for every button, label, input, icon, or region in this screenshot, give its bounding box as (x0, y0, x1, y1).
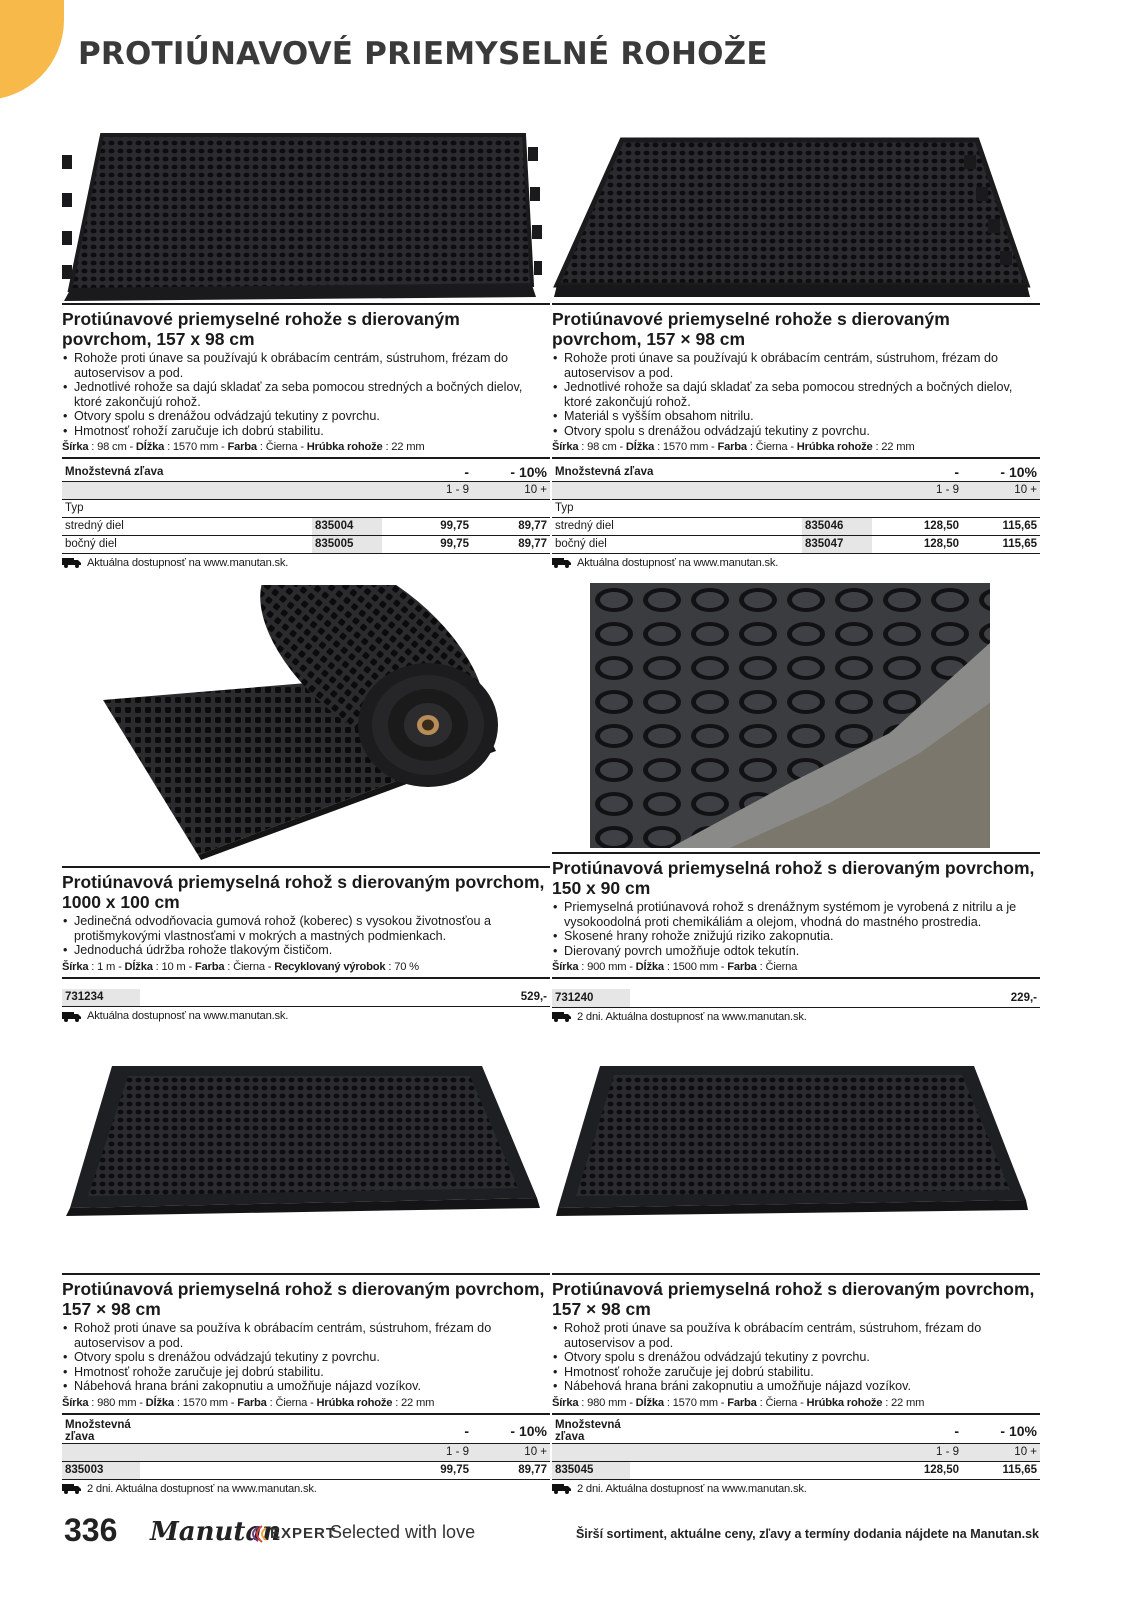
price-table: Množstevná zľava - - 10% 1 - 9 10 + Typ stredný diel 835004 99,75 89,77 bočný diel 835005 99,75 89,77 (62, 463, 550, 554)
price-table: Množstevná zľava - - 10% 1 - 9 10 + 835045 128,50 115,65 (552, 1419, 1040, 1480)
brand-expert: EXPERT (270, 1525, 337, 1542)
truck-icon (62, 1011, 82, 1022)
divider (62, 1273, 550, 1275)
spec-line: Šírka : 98 cm - Dĺžka : 1570 mm - Farba : Čierna - Hrúbka rohože : 22 mm (552, 440, 1040, 459)
discount-value: - 10% (962, 463, 1040, 481)
product-photo-mat-ramp-edge (62, 1060, 547, 1220)
product-card-3 (62, 866, 550, 1022)
brand-logo: Manutan (150, 1517, 282, 1547)
spec-line: Šírka : 900 mm - Dĺžka : 1500 mm - Farba : Čierna (552, 960, 1040, 979)
feature-list (62, 914, 550, 958)
product-photo-mat-nitrile (552, 125, 1040, 305)
availability-line: 2 dni. Aktuálna dostupnosť na www.manutan.sk. (62, 1483, 550, 1495)
feature-item: • Hmotnosť rohože zaručuje jej dobrú stabilitu. (552, 1365, 1040, 1380)
price-table: Množstevná zľava - - 10% 1 - 9 10 + Typ stredný diel 835046 128,50 115,65 bočný diel 835047 128,50 115,65 (552, 463, 1040, 554)
table-row: bočný diel 835047 128,50 115,65 (552, 535, 1040, 553)
product-title: Protiúnavové priemyselné rohože s dierovaným povrchom, 157 x 98 cm (62, 309, 460, 349)
truck-icon (552, 557, 572, 568)
feature-item: • Otvory spolu s drenážou odvádzajú tekutiny z povrchu. (552, 1350, 1040, 1365)
divider (552, 1273, 1040, 1275)
feature-item: • Otvory spolu s drenážou odvádzajú tekutiny z povrchu. (62, 409, 550, 424)
product-card-4 (552, 852, 1040, 1023)
table-row: stredný diel 835004 99,75 89,77 (62, 517, 550, 535)
price-table: Množstevná zľava - - 10% 1 - 9 10 + 835003 99,75 89,77 (62, 1419, 550, 1480)
feature-item: • Jednoduchá údržba rohože tlakovým čističom. (62, 943, 550, 958)
truck-icon (552, 1483, 572, 1494)
discount-label: Množstevná zľava (552, 1419, 630, 1444)
discount-value: - 10% (472, 1419, 550, 1444)
feature-list (552, 1321, 1040, 1394)
footer-note: Širší sortiment, aktuálne ceny, zľavy a termíny dodania nájdete na Manutan.sk (575, 1527, 1039, 1541)
availability-line: Aktuálna dostupnosť na www.manutan.sk. (62, 557, 550, 569)
availability-line: Aktuálna dostupnosť na www.manutan.sk. (552, 557, 1040, 569)
feature-item: • Rohože proti únave sa používajú k obrábacím centrám, sústruhom, frézam do autoservisov a pod. (62, 351, 550, 380)
feature-item: • Materiál s vyšším obsahom nitrilu. (552, 409, 1040, 424)
discount-value: - 10% (962, 1419, 1040, 1444)
page-number: 336 (64, 1512, 118, 1548)
feature-item: • Nábehová hrana bráni zakopnutiu a umožňuje nájazd vozíkov. (62, 1379, 550, 1394)
product-photo-mat-ramp-edge-nitrile (552, 1060, 1032, 1220)
product-card-1 (62, 303, 550, 569)
table-row: bočný diel 835005 99,75 89,77 (62, 535, 550, 553)
feature-list (62, 1321, 550, 1394)
discount-label: Množstevná zľava (62, 463, 312, 481)
table-row: 731240 229,- (552, 989, 1040, 1007)
price: 529,- (204, 989, 550, 1007)
spec-line: Šírka : 980 mm - Dĺžka : 1570 mm - Farba : Čierna - Hrúbka rohože : 22 mm (62, 1396, 550, 1415)
feature-item: • Hmotnosť rohože zaručuje jej dobrú stabilitu. (62, 1365, 550, 1380)
divider (62, 303, 550, 305)
table-row: 835003 99,75 89,77 (62, 1461, 550, 1479)
feature-list (552, 351, 1040, 438)
divider (552, 852, 1040, 854)
product-title: Protiúnavová priemyselná rohož s dierovaným povrchom, 157 × 98 cm (62, 1279, 545, 1319)
product-title: Protiúnavová priemyselná rohož s dierovaným povrchom, 150 x 90 cm (552, 858, 1035, 898)
product-card-6 (552, 1273, 1040, 1495)
feature-list (62, 351, 550, 438)
feature-item: • Skosené hrany rohože znižujú riziko zakopnutia. (552, 929, 1040, 944)
feature-item: • Dierovaný povrch umožňuje odtok tekutín. (552, 944, 1040, 959)
divider (62, 866, 550, 868)
product-card-5 (62, 1273, 550, 1495)
feature-item: • Jednotlivé rohože sa dajú skladať za seba pomocou stredných a bočných dielov, ktoré zakončujú rohož. (552, 380, 1040, 409)
spec-line: Šírka : 980 mm - Dĺžka : 1570 mm - Farba : Čierna - Hrúbka rohože : 22 mm (552, 1396, 1040, 1415)
spec-line: Šírka : 1 m - Dĺžka : 10 m - Farba : Čierna - Recyklovaný výrobok : 70 % (62, 960, 550, 979)
discount-value: - 10% (472, 463, 550, 481)
divider (552, 303, 1040, 305)
table-row: 731234 529,- (62, 989, 550, 1007)
corner-tab (0, 0, 64, 100)
discount-label: Množstevná zľava (62, 1419, 140, 1444)
product-title: Protiúnavová priemyselná rohož s dierovaným povrchom, 157 × 98 cm (552, 1279, 1035, 1319)
table-row: 835045 128,50 115,65 (552, 1461, 1040, 1479)
product-photo-mat-roll (103, 585, 498, 860)
truck-icon (62, 1483, 82, 1494)
table-row: stredný diel 835046 128,50 115,65 (552, 517, 1040, 535)
feature-item: • Rohože proti únave sa používajú k obrábacím centrám, sústruhom, frézam do autoservisov a pod. (552, 351, 1040, 380)
product-card-2 (552, 303, 1040, 569)
brand-swirl-icon (248, 1524, 268, 1544)
availability-line: 2 dni. Aktuálna dostupnosť na www.manutan.sk. (552, 1483, 1040, 1495)
feature-item: • Rohož proti únave sa používa k obrábacím centrám, sústruhom, frézam do autoservisov a pod. (552, 1321, 1040, 1350)
truck-icon (62, 557, 82, 568)
feature-item: • Rohož proti únave sa používa k obrábacím centrám, sústruhom, frézam do autoservisov a pod. (62, 1321, 550, 1350)
product-photo-mat-middle-piece (62, 115, 542, 305)
page-title: PROTIÚNAVOVÉ PRIEMYSELNÉ ROHOŽE (78, 36, 768, 72)
availability-line: 2 dni. Aktuálna dostupnosť na www.manutan.sk. (552, 1011, 1040, 1023)
feature-item: • Nábehová hrana bráni zakopnutiu a umožňuje nájazd vozíkov. (552, 1379, 1040, 1394)
discount-label: Množstevná zľava (552, 463, 802, 481)
slogan: Selected with love (330, 1522, 476, 1542)
price-table (62, 989, 550, 1008)
product-photo-mat-closeup (590, 583, 990, 848)
truck-icon (552, 1011, 572, 1022)
price: 229,- (694, 989, 1040, 1007)
price-table (552, 989, 1040, 1008)
feature-item: • Jedinečná odvodňovacia gumová rohož (koberec) s vysokou životnosťou a protišmykovými vlastnosťami v mokrých a mastných podmienkach. (62, 914, 550, 943)
feature-item: • Hmotnosť rohoží zaručuje ich dobrú stabilitu. (62, 424, 550, 439)
feature-item: • Otvory spolu s drenážou odvádzajú tekutiny z povrchu. (62, 1350, 550, 1365)
availability-line: Aktuálna dostupnosť na www.manutan.sk. (62, 1010, 550, 1022)
feature-item: • Priemyselná protiúnavová rohož s drenážnym systémom je vyrobená z nitrilu a je vysokoodolná proti chemikáliám a olejom, vhodná do mastného prostredia. (552, 900, 1040, 929)
feature-item: • Jednotlivé rohože sa dajú skladať za seba pomocou stredných a bočných dielov, ktoré zakončujú rohož. (62, 380, 550, 409)
feature-list (552, 900, 1040, 958)
product-title: Protiúnavová priemyselná rohož s dierovaným povrchom, 1000 x 100 cm (62, 872, 545, 912)
product-title: Protiúnavové priemyselné rohože s dierovaným povrchom, 157 × 98 cm (552, 309, 950, 349)
spec-line: Šírka : 98 cm - Dĺžka : 1570 mm - Farba : Čierna - Hrúbka rohože : 22 mm (62, 440, 550, 459)
feature-item: • Otvory spolu s drenážou odvádzajú tekutiny z povrchu. (552, 424, 1040, 439)
